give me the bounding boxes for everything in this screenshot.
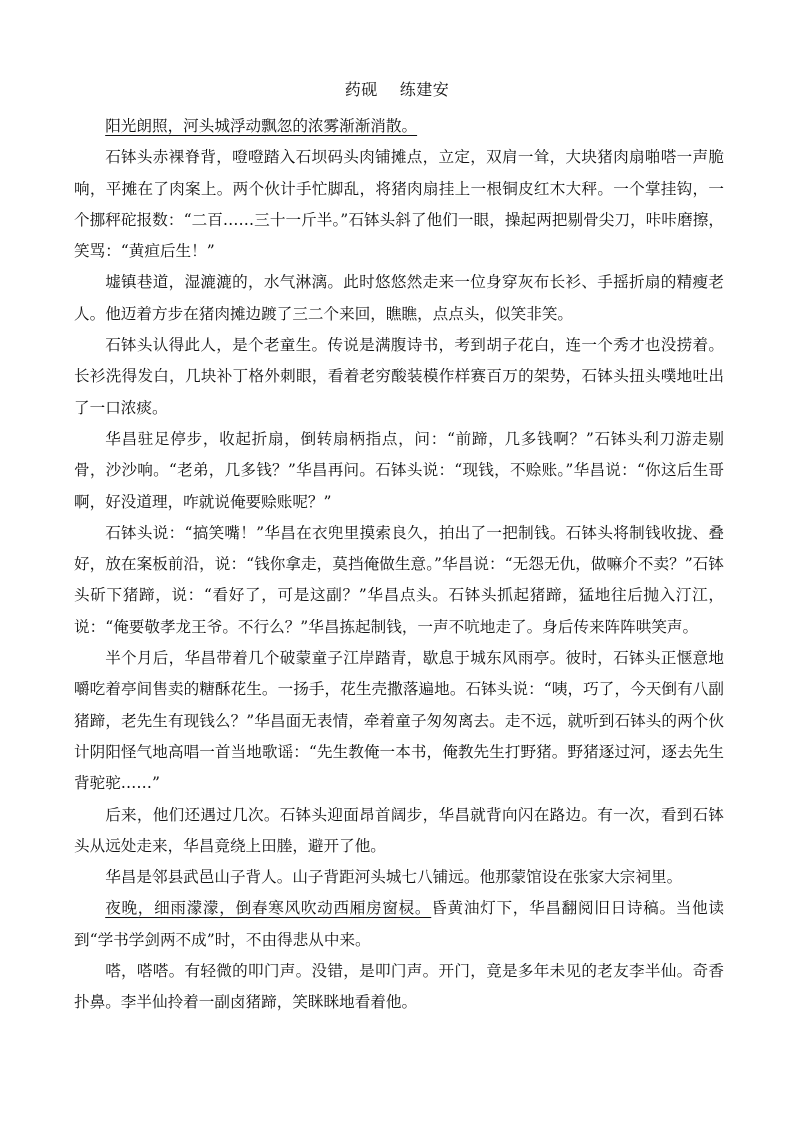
paragraph-text: 石钵头赤裸脊背，噔噔踏入石坝码头肉铺摊点，立定，双肩一耸，大块猪肉扇啪嗒一声脆响，平摊在了肉案上。两个伙计手忙脚乱，将猪肉扇挂上一根铜皮红木大秤。一个掌挂钩，一个挪秤砣报数：“二百……三十一斤半。”石钵头斜了他们一眼，操起两把剔骨尖刀，咔咔磨擦，笑骂：“黄疸后生！” <box>74 148 724 261</box>
paragraph <box>74 862 724 893</box>
paragraph <box>74 800 724 863</box>
underlined-text: 夜晚，细雨濛濛，倒春寒风吹动西厢房窗棂。 <box>105 899 432 918</box>
title-work: 药砚 <box>344 80 378 99</box>
paragraph <box>74 330 724 424</box>
paragraph <box>74 142 724 267</box>
paragraph <box>74 643 724 799</box>
paragraph-text: 石钵头说：“搞笑嘴！”华昌在衣兜里摸索良久，拍出了一把制钱。石钵头将制钱收拢、叠好，放在案板前沿，说：“钱你拿走，莫挡俺做生意。”华昌说：“无怨无仇，做嘛介不卖？”石钵头斫下猪蹄，说：“看好了，可是这副？”华昌点头。石钵头抓起猪蹄，猛地往后抛入汀江，说：“俺要敬孝龙王爷。不行么？”华昌拣起制钱，一声不吭地走了。身后传来阵阵哄笑声。 <box>74 523 724 636</box>
paragraph <box>74 956 724 1019</box>
paragraph <box>74 424 724 518</box>
paragraph-text: 嗒，嗒嗒。有轻微的叩门声。没错，是叩门声。开门，竟是多年未见的老友李半仙。奇香扑鼻。李半仙拎着一副卤猪蹄，笑眯眯地看着他。 <box>74 962 724 1012</box>
paragraph <box>74 267 724 330</box>
paragraph-text: 华昌是邻县武邑山子背人。山子背距河头城七八铺远。他那蒙馆设在张家大宗祠里。 <box>105 868 683 887</box>
paragraph-text: 华昌驻足停步，收起折扇，倒转扇柄指点，问：“前蹄，几多钱啊？”石钵头利刀游走剔骨，沙沙响。“老弟，几多钱？”华昌再问。石钵头说：“现钱，不赊账。”华昌说：“你这后生哥啊，好没道理，咋就说俺要赊账呢？” <box>74 429 724 511</box>
paragraph-text: 后来，他们还遇过几次。石钵头迎面昂首阔步，华昌就背向闪在路边。有一次，看到石钵头从远处走来，华昌竟绕上田塍，避开了他。 <box>74 805 724 855</box>
title-author: 练建安 <box>399 80 450 99</box>
paragraph <box>74 893 724 956</box>
underlined-text: 阳光朗照，河头城浮动飘忽的浓雾渐渐消散。 <box>105 117 418 135</box>
paragraph <box>74 111 724 142</box>
page-title <box>0 78 794 102</box>
paragraph-text: 昏黄油灯下，华昌翻阅旧日诗稿。当他读到“学书学剑两不成”时，不由得悲从中来。 <box>74 899 724 949</box>
paragraph <box>74 518 724 643</box>
paragraph-text: 石钵头认得此人，是个老童生。传说是满腹诗书，考到胡子花白，连一个秀才也没捞着。长衫洗得发白，几块补丁格外刺眼，看着老穷酸装模作样赛百万的架势，石钵头扭头噗地吐出了一口浓痰。 <box>74 336 724 417</box>
article-body <box>74 111 724 1019</box>
paragraph-text: 半个月后，华昌带着几个破蒙童子江岸踏青，歇息于城东风雨亭。彼时，石钵头正惬意地嚼吃着亭间售卖的糖酥花生。一扬手，花生壳撒落遍地。石钵头说：“咦，巧了，今天倒有八副猪蹄，老先生有现钱么？”华昌面无表情，牵着童子匆匆离去。走不远，就听到石钵头的两个伙计阴阳怪气地高唱一首当地歌谣：“先生教俺一本书，俺教先生打野猪。野猪逐过河，逐去先生背驼驼……” <box>74 649 724 793</box>
paragraph-text: 墟镇巷道，湿漉漉的，水气淋漓。此时悠悠然走来一位身穿灰布长衫、手摇折扇的精瘦老人。他迈着方步在猪肉摊边踱了三二个来回，瞧瞧，点点头，似笑非笑。 <box>74 273 724 323</box>
